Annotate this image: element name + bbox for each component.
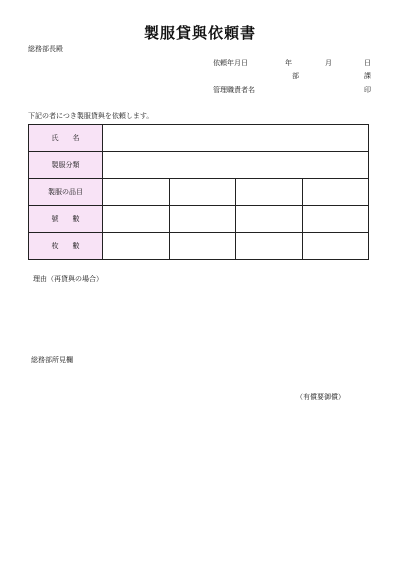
size-cell-1[interactable] xyxy=(103,206,170,233)
uniform-category-label: 製服分類 xyxy=(29,152,103,179)
table-row xyxy=(29,206,369,233)
general-manager-opinion-label: 総務部所見欄 xyxy=(31,356,73,364)
uniform-category-cell[interactable] xyxy=(103,152,369,179)
year-label: 年 xyxy=(285,59,292,67)
reason-label: 理由（再貸與の場合） xyxy=(33,275,103,283)
request-table xyxy=(28,124,369,260)
table-row xyxy=(29,233,369,260)
paid-note: （有償要御償） xyxy=(296,393,345,401)
seal-mark: 印 xyxy=(364,86,371,94)
day-label: 日 xyxy=(364,59,371,67)
quantity-label: 枚 數 xyxy=(29,233,103,260)
uniform-item-label: 製服の品目 xyxy=(29,179,103,206)
document-title: 製服貸與依頼書 xyxy=(143,24,256,42)
table-row xyxy=(29,125,369,152)
section-label: 課 xyxy=(364,72,371,80)
size-number-label: 號 數 xyxy=(29,206,103,233)
name-label: 氏 名 xyxy=(29,125,103,152)
item-cell-3[interactable] xyxy=(236,179,303,206)
department-label: 部 xyxy=(292,72,299,80)
manager-name-label: 管理職責者名 xyxy=(213,86,255,94)
name-cell[interactable] xyxy=(103,125,369,152)
quantity-cell-4[interactable] xyxy=(302,233,369,260)
table-row xyxy=(29,179,369,206)
size-cell-4[interactable] xyxy=(302,206,369,233)
addressee: 総務部長殿 xyxy=(28,45,63,53)
month-label: 月 xyxy=(325,59,332,67)
item-cell-2[interactable] xyxy=(169,179,236,206)
item-cell-4[interactable] xyxy=(302,179,369,206)
request-date-label: 依頼年月日 xyxy=(213,59,248,67)
quantity-cell-3[interactable] xyxy=(236,233,303,260)
size-cell-2[interactable] xyxy=(169,206,236,233)
quantity-cell-1[interactable] xyxy=(103,233,170,260)
item-cell-1[interactable] xyxy=(103,179,170,206)
intro-text: 下記の者につき製服貸與を依頼します。 xyxy=(28,112,154,120)
size-cell-3[interactable] xyxy=(236,206,303,233)
quantity-cell-2[interactable] xyxy=(169,233,236,260)
table-row xyxy=(29,152,369,179)
